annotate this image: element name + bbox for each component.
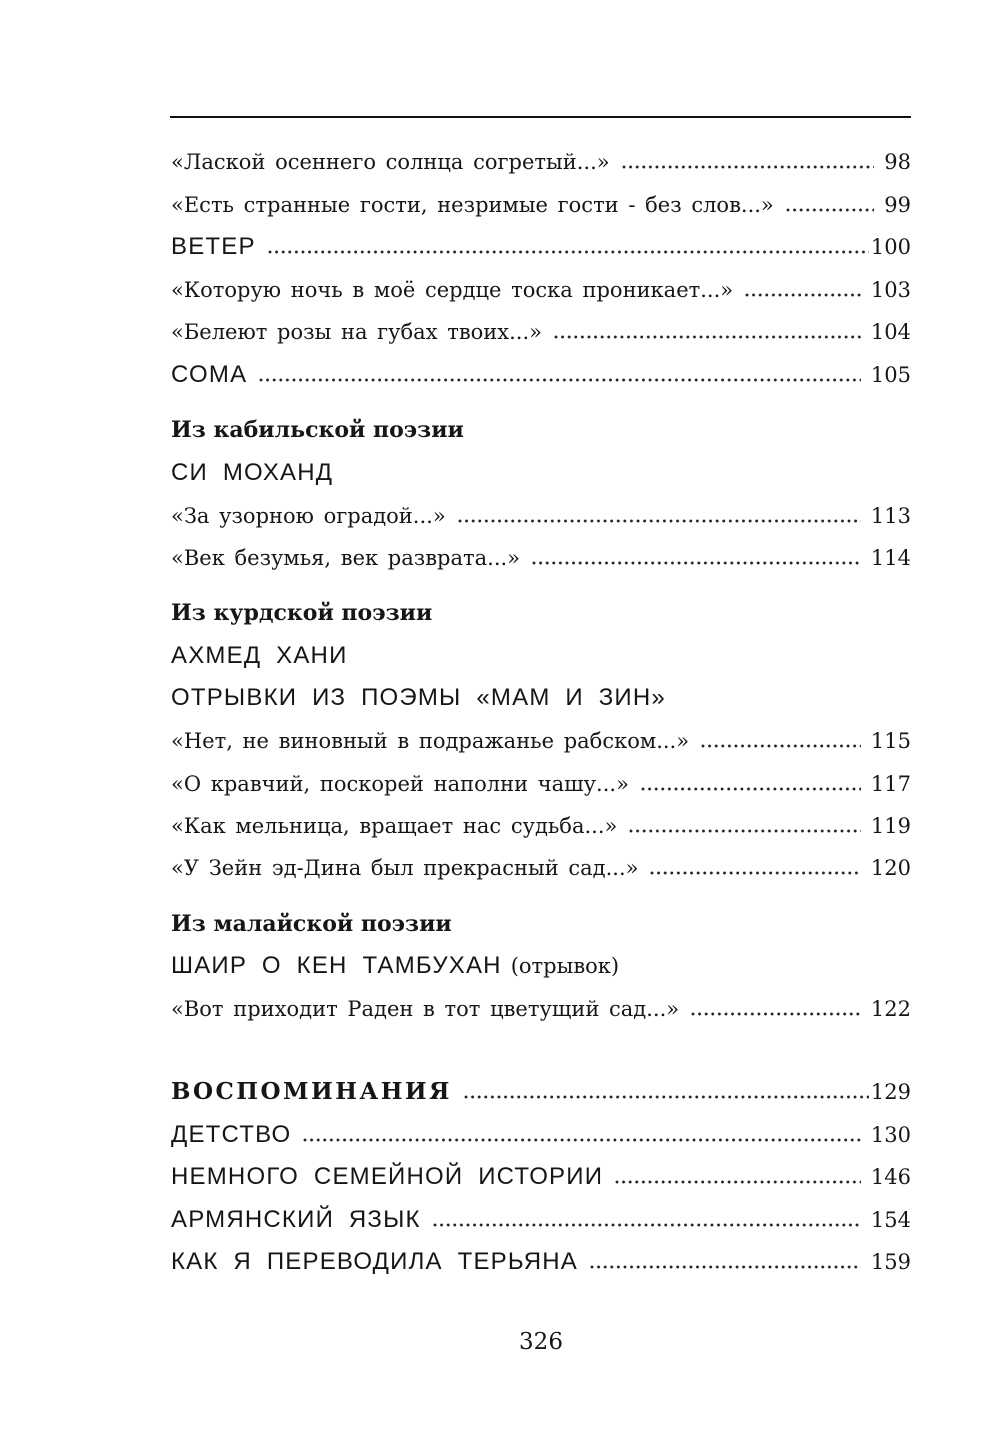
entry-title: «Есть странные гости, незримые гости - без слов...» — [171, 193, 774, 217]
entry-page-number: 103 — [870, 278, 911, 302]
entry-page-number: 113 — [870, 504, 911, 528]
entry-page-number: 99 — [884, 193, 911, 217]
toc-entry — [171, 1204, 911, 1236]
author-name: АХМЕД ХАНИ — [171, 642, 348, 669]
toc-entry — [171, 768, 911, 800]
toc-entry — [171, 359, 911, 391]
entry-page-number: 104 — [870, 320, 911, 344]
entry-title: СОМА — [171, 361, 248, 388]
toc-entry — [171, 852, 911, 884]
section-heading — [171, 597, 911, 629]
entry-page-number: 119 — [870, 814, 911, 838]
entry-title: «Которую ночь в моё сердце тоска проникает...» — [171, 278, 734, 302]
entry-title: ВЕТЕР — [171, 233, 256, 260]
dot-leader — [622, 165, 875, 169]
entry-title: «Лаской осеннего солнца согретый...» — [171, 150, 610, 174]
work-note: (отрывок) — [510, 954, 620, 978]
toc-entry — [171, 146, 911, 178]
entry-title: НЕМНОГО СЕМЕЙНОЙ ИСТОРИИ — [171, 1163, 604, 1190]
entry-page-number: 105 — [870, 363, 911, 387]
toc-entry — [171, 274, 911, 306]
entry-title: КАК Я ПЕРЕВОДИЛА ТЕРЬЯНА — [171, 1248, 579, 1275]
toc-entry — [171, 725, 911, 757]
dot-leader — [701, 744, 861, 748]
entry-page-number: 122 — [870, 997, 911, 1021]
entry-page-number: 154 — [870, 1208, 911, 1232]
dot-leader — [650, 871, 860, 875]
dot-leader — [745, 293, 861, 297]
toc-entry — [171, 810, 911, 842]
entry-title: «Нет, не виновный в подражанье рабском...» — [171, 729, 690, 753]
dot-leader — [641, 787, 861, 791]
entry-title: «Век безумья, век разврата...» — [171, 546, 521, 570]
author-line — [171, 457, 911, 489]
entry-title: «Как мельница, вращает нас судьба...» — [171, 814, 618, 838]
section-heading-text: Из курдской поэзии — [171, 600, 433, 626]
author-line — [171, 640, 911, 672]
dot-leader — [268, 250, 869, 254]
dot-leader — [691, 1012, 861, 1016]
toc-entry — [171, 1246, 911, 1278]
entry-page-number: 159 — [870, 1250, 911, 1274]
dot-leader — [532, 561, 861, 565]
dot-leader — [615, 1180, 861, 1184]
entry-title: «За узорною оградой...» — [171, 504, 446, 528]
toc-entry — [171, 1119, 911, 1151]
dot-leader — [433, 1223, 861, 1227]
entry-page-number: 129 — [870, 1080, 911, 1104]
entry-page-number: 146 — [870, 1165, 911, 1189]
toc-entry — [171, 1161, 911, 1193]
entry-page-number: 100 — [870, 235, 911, 259]
entry-page-number: 120 — [870, 856, 911, 880]
entry-title: «Белеют розы на губах твоих...» — [171, 320, 543, 344]
toc-entry — [171, 542, 911, 574]
work-title-line — [171, 682, 911, 714]
section-heading-text: Из малайской поэзии — [171, 911, 452, 937]
section-heading — [171, 908, 911, 940]
entry-title: ДЕТСТВО — [171, 1121, 292, 1148]
work-title: ОТРЫВКИ ИЗ ПОЭМЫ «МАМ И ЗИН» — [171, 684, 666, 711]
toc-entry — [171, 1076, 911, 1108]
dot-leader — [259, 378, 861, 382]
section-heading — [171, 414, 911, 446]
entry-page-number: 115 — [870, 729, 911, 753]
page-number: 326 — [519, 1329, 563, 1355]
author-name: СИ МОХАНД — [171, 459, 334, 486]
toc-entry — [171, 316, 911, 348]
entry-page-number: 130 — [870, 1123, 911, 1147]
dot-leader — [458, 519, 861, 523]
entry-page-number: 117 — [870, 772, 911, 796]
dot-leader — [786, 208, 875, 212]
dot-leader — [303, 1138, 861, 1142]
work-title-line — [171, 950, 911, 982]
section-heading-text: Из кабильской поэзии — [171, 417, 464, 443]
top-rule — [170, 116, 911, 118]
dot-leader — [629, 829, 861, 833]
work-title: ШАИР О КЕН ТАМБУХАН — [171, 952, 502, 979]
entry-title: АРМЯНСКИЙ ЯЗЫК — [171, 1206, 421, 1233]
toc-entry — [171, 189, 911, 221]
dot-leader — [554, 335, 861, 339]
toc-entry — [171, 500, 911, 532]
entry-title: «О кравчий, поскорей наполни чашу...» — [171, 772, 629, 796]
entry-title: «Вот приходит Раден в тот цветущий сад...» — [171, 997, 680, 1021]
toc-entry — [171, 993, 911, 1025]
entry-page-number: 114 — [870, 546, 911, 570]
dot-leader — [464, 1095, 869, 1099]
toc-entry — [171, 231, 911, 263]
dot-leader — [590, 1265, 861, 1269]
entry-title: «У Зейн эд-Дина был прекрасный сад...» — [171, 856, 639, 880]
part-title: ВОСПОМИНАНИЯ — [171, 1078, 452, 1105]
entry-page-number: 98 — [884, 150, 911, 174]
